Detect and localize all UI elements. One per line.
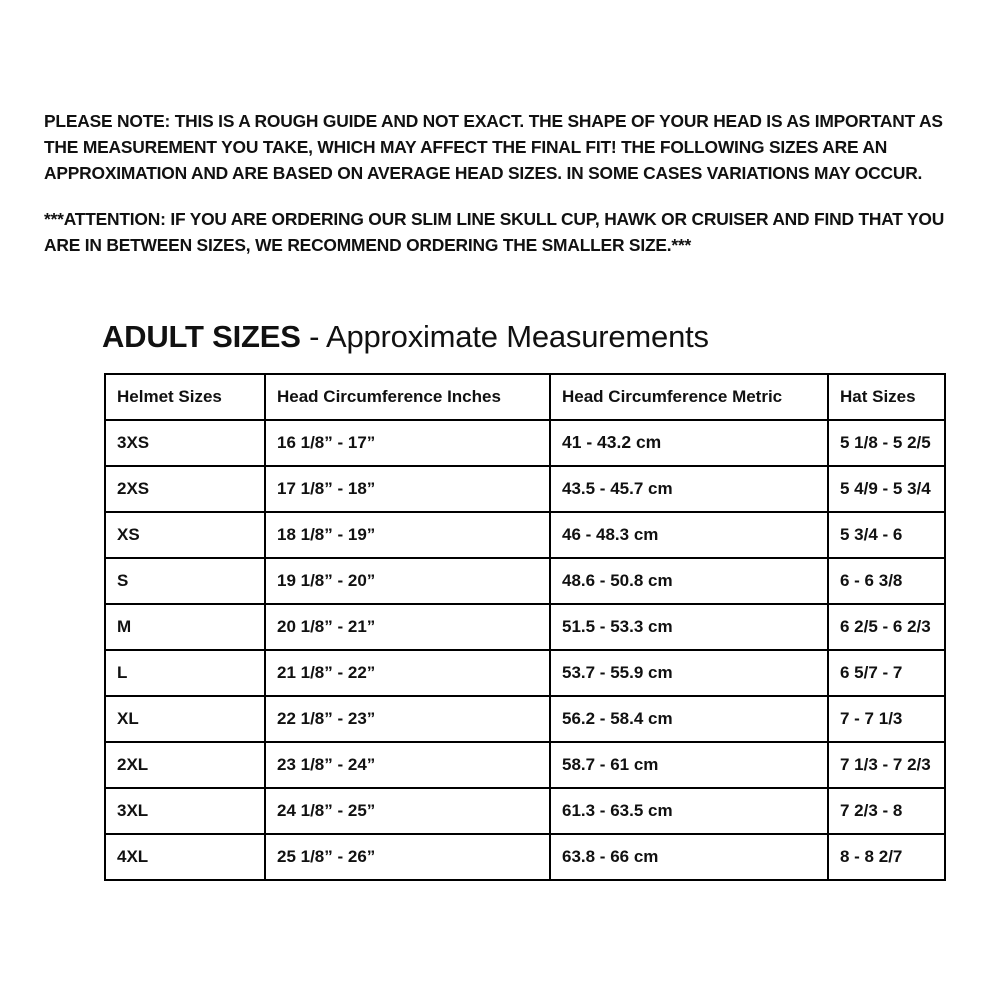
cell-helmet-size: 4XL — [105, 834, 265, 880]
cell-helmet-size: 3XL — [105, 788, 265, 834]
cell-hat-size: 6 2/5 - 6 2/3 — [828, 604, 945, 650]
cell-helmet-size: S — [105, 558, 265, 604]
column-header-hat-sizes: Hat Sizes — [828, 374, 945, 420]
cell-inches: 18 1/8” - 19” — [265, 512, 550, 558]
table-row — [105, 696, 945, 742]
cell-hat-size: 7 1/3 - 7 2/3 — [828, 742, 945, 788]
table-row — [105, 558, 945, 604]
table-row — [105, 650, 945, 696]
cell-helmet-size: L — [105, 650, 265, 696]
cell-inches: 21 1/8” - 22” — [265, 650, 550, 696]
cell-inches: 19 1/8” - 20” — [265, 558, 550, 604]
cell-metric: 43.5 - 45.7 cm — [550, 466, 828, 512]
table-row — [105, 834, 945, 880]
table-header — [105, 374, 945, 420]
table-row — [105, 420, 945, 466]
column-header-head-circumference-metric: Head Circumference Metric — [550, 374, 828, 420]
cell-metric: 61.3 - 63.5 cm — [550, 788, 828, 834]
notice-paragraph-2: ***ATTENTION: IF YOU ARE ORDERING OUR SLIM LINE SKULL CUP, HAWK OR CRUISER AND FIND THAT YOU ARE IN BETWEEN SIZES, WE RECOMMEND ORDERING THE SMALLER SIZE.*** — [44, 209, 945, 256]
cell-inches: 23 1/8” - 24” — [265, 742, 550, 788]
cell-helmet-size: 2XS — [105, 466, 265, 512]
cell-metric: 53.7 - 55.9 cm — [550, 650, 828, 696]
cell-helmet-size: XS — [105, 512, 265, 558]
column-header-helmet-sizes: Helmet Sizes — [105, 374, 265, 420]
cell-hat-size: 5 1/8 - 5 2/5 — [828, 420, 945, 466]
size-chart-table — [104, 373, 946, 881]
cell-metric: 63.8 - 66 cm — [550, 834, 828, 880]
cell-inches: 20 1/8” - 21” — [265, 604, 550, 650]
table-row — [105, 466, 945, 512]
page-title-strong: ADULT SIZES — [102, 318, 301, 354]
cell-hat-size: 6 5/7 - 7 — [828, 650, 945, 696]
table-body — [105, 420, 945, 880]
cell-hat-size: 5 3/4 - 6 — [828, 512, 945, 558]
page-title-rest: - Approximate Measurements — [300, 318, 709, 354]
cell-inches: 24 1/8” - 25” — [265, 788, 550, 834]
cell-hat-size: 7 - 7 1/3 — [828, 696, 945, 742]
notice-paragraph-1: PLEASE NOTE: THIS IS A ROUGH GUIDE AND NOT EXACT. THE SHAPE OF YOUR HEAD IS AS IMPORTANT AS THE MEASUREMENT YOU TAKE, WHICH MAY AFFECT THE FINAL FIT! THE FOLLOWING SIZES ARE AN APPROXIMATION AND ARE BASED ON AVERAGE HEAD SIZES. IN SOME CASES VARIATIONS MAY OCCUR. — [44, 111, 943, 184]
cell-helmet-size: 3XS — [105, 420, 265, 466]
cell-inches: 25 1/8” - 26” — [265, 834, 550, 880]
cell-metric: 48.6 - 50.8 cm — [550, 558, 828, 604]
cell-hat-size: 6 - 6 3/8 — [828, 558, 945, 604]
cell-inches: 17 1/8” - 18” — [265, 466, 550, 512]
cell-metric: 51.5 - 53.3 cm — [550, 604, 828, 650]
table-row — [105, 788, 945, 834]
cell-hat-size: 8 - 8 2/7 — [828, 834, 945, 880]
table-row — [105, 742, 945, 788]
cell-metric: 58.7 - 61 cm — [550, 742, 828, 788]
cell-helmet-size: XL — [105, 696, 265, 742]
table-row — [105, 512, 945, 558]
page-title — [102, 319, 956, 355]
cell-hat-size: 5 4/9 - 5 3/4 — [828, 466, 945, 512]
cell-metric: 56.2 - 58.4 cm — [550, 696, 828, 742]
cell-helmet-size: M — [105, 604, 265, 650]
cell-inches: 22 1/8” - 23” — [265, 696, 550, 742]
cell-helmet-size: 2XL — [105, 742, 265, 788]
cell-hat-size: 7 2/3 - 8 — [828, 788, 945, 834]
column-header-head-circumference-inches: Head Circumference Inches — [265, 374, 550, 420]
table-header-row — [105, 374, 945, 420]
cell-inches: 16 1/8” - 17” — [265, 420, 550, 466]
table-row — [105, 604, 945, 650]
cell-metric: 41 - 43.2 cm — [550, 420, 828, 466]
cell-metric: 46 - 48.3 cm — [550, 512, 828, 558]
